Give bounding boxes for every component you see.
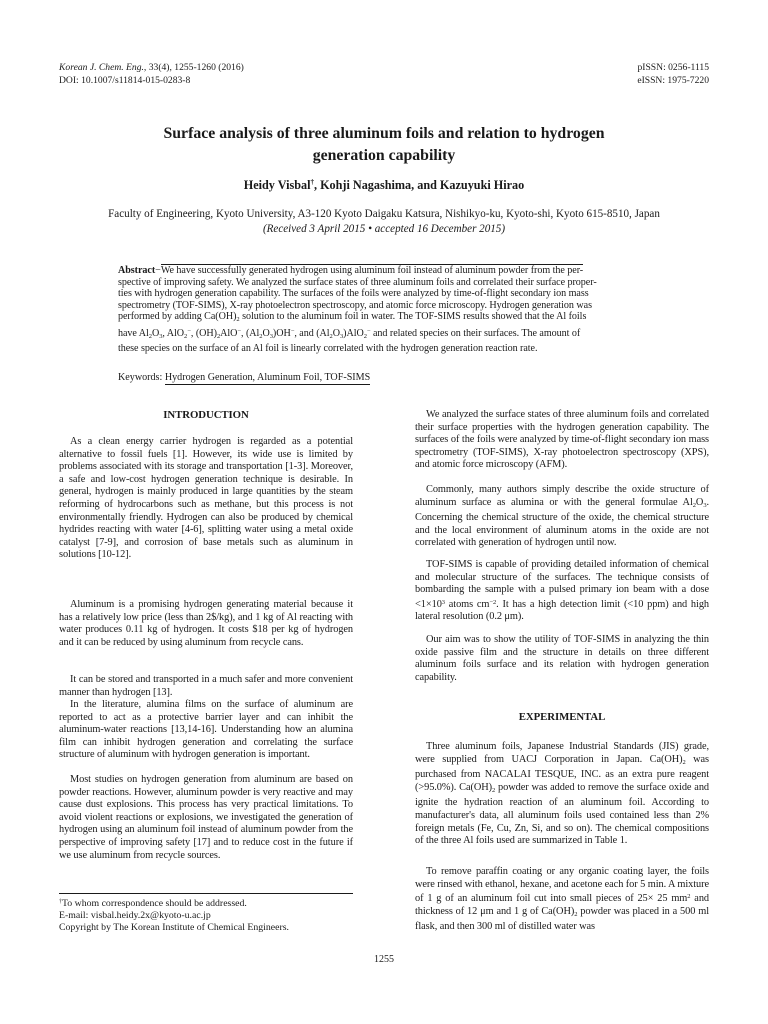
pissn: pISSN: 0256-1115 [637, 62, 709, 73]
corresponding-dagger: † [310, 178, 314, 186]
paragraph: TOF-SIMS is capable of providing detailed information of chemical and molecular structure of the surfaces. The technique consists of bombarding the sample with a pulsed primary ion beam with a dose $<1\times 10^3$ atoms $cm^{-2}$. It has a high detection limit (<10 ppm) and high lateral resolution (0.2 μm). [415, 559, 710, 623]
footnote-rule [59, 893, 353, 894]
keywords-label: Keywords: [118, 372, 163, 383]
paragraph: To remove paraffin coating or any organic coating layer, the foils were rinsed with ethanol, hexane, and acetone each for 5 min. A mixture of 1 g of an aluminum foil cut into small pieces of 25× 25 $mm^2$ and thickness of 12 μm and 1 g of $Ca(OH)_2$ powder was placed in a 500 ml flask, and then 300 ml of distilled water was [415, 866, 710, 933]
received-dates: (Received 3 April 2015 • accepted 16 December 2015) [262, 223, 506, 235]
paragraph: We analyzed the surface states of three aluminum foils and correlated their surface properties with the hydrogen generation capability. The surfaces of the foils were analyzed by time-of-flight secondary ion mass spectrometry (TOF-SIMS), X-ray photoelectron spectroscopy (XPS), and atomic force microscopy (AFM). [415, 409, 709, 471]
journal-citation: Korean J. Chem. Eng., 33(4), 1255-1260 (2016) [59, 62, 244, 73]
author-list: Heidy Visbal†, Kohji Nagashima, and Kazuyuki Hirao [243, 178, 525, 192]
doi: DOI: 10.1007/s11814-015-0283-8 [59, 75, 191, 86]
abstract-formula-line: have $Al_2O_3$, AlO$_2$−, $(OH)_2AlO^-$, $(Al_2O_3)OH^-$, and $(Al_2O_3)AlO_2^-$ and related species on their surfaces. The amount of [118, 327, 581, 340]
copyright: Copyright by The Korean Institute of Chemical Engineers. [59, 922, 289, 934]
footnotes: †To whom correspondence should be addressed. E-mail: visbal.heidy.2x@kyoto-u.ac.jp Copyright by The Korean Institute of Chemical Engineers. [59, 896, 353, 935]
page-number: 1255 [374, 954, 394, 965]
section-heading-experimental: EXPERIMENTAL [518, 711, 606, 723]
keywords [118, 372, 704, 384]
paper-title: Surface analysis of three aluminum foils and relation to hydrogen generation capability [163, 125, 605, 164]
paragraph: Commonly, many authors simply describe the oxide structure of aluminum surface as alumina or with the general formulae $Al_2O_3$. Concerning the chemical structure of the oxide, the chemical structure and the local environment of aluminum atoms in the oxide are not correlated with generation of hydrogen until now. [415, 484, 709, 549]
paragraph: In the literature, alumina films on the surface of aluminum are reported to act as a protective barrier layer and can inhibit the aluminum-water reactions [13,14-16]. Understanding how an alumina film can inhibit hydrogen generation and correlating the surface structure of aluminum with hydrogen generation is important. [59, 699, 353, 761]
affiliation: Faculty of Engineering, Kyoto University, A3-120 Kyoto Daigaku Katsura, Nishikyo-ku, Kyoto-shi, Kyoto 615-8510, Japan (Received 3 April 2015 • accepted 16 December 2015) [60, 207, 708, 237]
section-heading-introduction: INTRODUCTION [163, 409, 249, 421]
keywords-text: Hydrogen Generation, Aluminum Foil, TOF-SIMS [164, 372, 371, 383]
paragraph: Our aim was to show the utility of TOF-SIMS in analyzing the thin oxide passive film and the structure in details on three different aluminum foils surface and its relation with hydrogen generation capability. [415, 634, 709, 683]
running-header-left [59, 61, 244, 87]
paragraph: Aluminum is a promising hydrogen generating material because it has a relatively low price (less than 2$/kg), and 1 kg of Al reacting with water produces 0.11 kg of hydrogen. It costs $18 per kg of hydrogen and it can be reduced by using aluminum from recycle cans. [59, 599, 353, 648]
running-header-right [637, 61, 709, 87]
abstract-label: Abstract [118, 265, 156, 276]
eissn: eISSN: 1975-7220 [637, 75, 709, 86]
paragraph: Three aluminum foils, Japanese Industrial Standards (JIS) grade, were supplied from UACJ Corporation in Japan. $Ca(OH)_2$ was purchased from NACALAI TESQUE, INC. as an extra pure reagent (>95.0%). $Ca(OH)_2$ powder was added to remove the surface oxide and ignite the hydration reaction of an aluminum foil. According to manufacturer's data, all aluminum foils used contained less than 2% foreign metals (Fe, Cu, Zn, Si, and so on). The chemical compositions of the three Al foils used are summarized in Table 1. [415, 741, 709, 847]
abstract: Abstract−We have successfully generated hydrogen using aluminum foil instead of aluminum powder from the per- spective of improving safety. We analyzed the surface states of three aluminum foils and correlated their surface proper- ties with hydrogen generation capability. The surfaces of the foils were analyzed by time-of-flight secondary ion mass spectrometry (TOF-SIMS), X-ray photoelectron spectroscopy, and atomic force microscopy. Hydrogen generation was performed by adding $Ca(OH)_2$ solution to the aluminum foil in water. The TOF-SIMS results showed that the Al foils have $Al_2O_3$, AlO$_2$−, $(OH)_2AlO^-$, $(Al_2O_3)OH^-$, and $(Al_2O_3)AlO_2^-$ and related species on their surfaces. The amount of these species on the surface of an Al foil is linearly correlated with the hydrogen generation reaction rate. [118, 265, 704, 354]
paragraph: Most studies on hydrogen generation from aluminum are based on powder reactions. However, aluminum powder is very reactive and may cause dust explosions. This process has very practical limitations. To avoid violent reactions or explosions, we investigated the generation of hydrogen using an aluminum foil instead of aluminum powder from the perspective of improving safety [17] and to reduce cost in the future if we use aluminum from recycle sources. [59, 774, 353, 861]
corresponding-email: E-mail: visbal.heidy.2x@kyoto-u.ac.jp [59, 910, 211, 922]
paragraph: As a clean energy carrier hydrogen is regarded as a potential alternative to fossil fuels [1]. However, its wide use is limited by problems associated with its storage and transportation [1-3]. Moreover, a safe and low-cost hydrogen generation technique is desirable. In general, hydrogen is mainly produced in large quantities by the steam reforming of hydrocarbons such as methane, but this process is not environmentally friendly. Hydrogen can also be produced by chemical hydrides reacting with water [4-6], splitting water using a metal oxide catalyst [7-9], and corrosion of base metals such as aluminum in solutions [10-12]. [59, 436, 353, 561]
paragraph: It can be stored and transported in a much safer and more convenient manner than hydrogen [13]. [59, 674, 353, 698]
